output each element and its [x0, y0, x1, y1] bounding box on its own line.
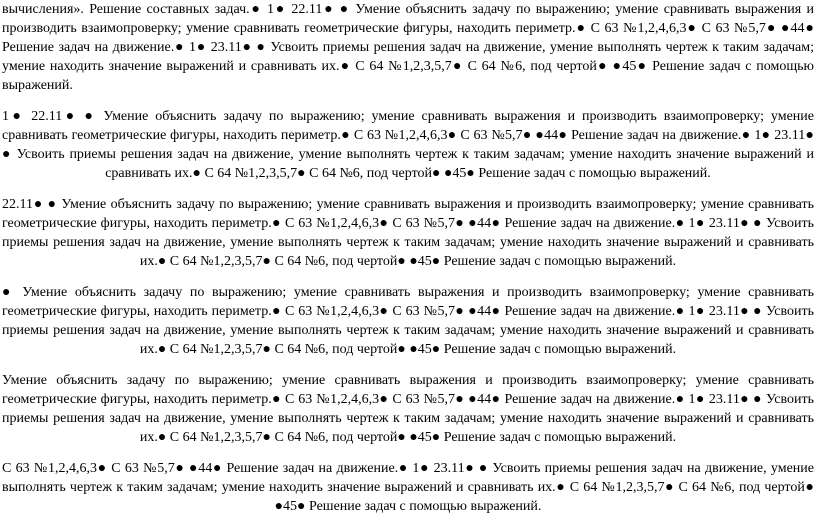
paragraph-text: С 63 №1,2,4,6,3● С 63 №5,7● ●44● Решение задач на движение.● 1● 23.11● ● Усвоить приемы решения задач на движение, умение выполнять чертеж к таким задачам; умение находить значение выражений и сравнивать их.● С 64 №1,2,3,5,7● С 64 №6, под чертой● ●45● Решение задач с помощью выражений. — [2, 461, 814, 514]
text-paragraph-3 — [2, 195, 814, 271]
text-paragraph-5 — [2, 371, 814, 447]
paragraph-text: 1● 22.11● ● Умение объяснить задачу по выражению; умение сравнивать выражения и производить взаимопроверку; умение сравнивать геометрические фигуры, находить периметр.● С 63 №1,2,4,6,3● С 63 №5,7● ●44● Решение задач на движение.● 1● 23.11● ● Усвоить приемы решения задач на движение, умение выполнять чертеж к таким задачам; умение находить значение выражений и сравнивать их.● С 64 №1,2,3,5,7● С 64 №6, под чертой● ●45● Решение задач с помощью выражений. — [2, 109, 814, 181]
paragraph-text: вычисления». Решение составных задач.● 1● 22.11● ● Умение объяснить задачу по выражению; умение сравнивать выражения и производить взаимопроверку; умение сравнивать геометрические фигуры, находить периметр.● С 63 №1,2,4,6,3● С 63 №5,7● ●44● Решение задач на движение.● 1● 23.11● ● Усвоить приемы решения задач на движение, умение выполнять чертеж к таким задачам; умение находить значение выражений и сравнивать их.● С 64 №1,2,3,5,7● С 64 №6, под чертой● ●45● Решение задач с помощью выражений. — [2, 2, 814, 93]
text-paragraph-6 — [2, 459, 814, 516]
paragraph-text: ● Умение объяснить задачу по выражению; умение сравнивать выражения и производить взаимопроверку; умение сравнивать геометрические фигуры, находить периметр.● С 63 №1,2,4,6,3● С 63 №5,7● ●44● Решение задач на движение.● 1● 23.11● ● Усвоить приемы решения задач на движение, умение выполнять чертеж к таким задачам; умение находить значение выражений и сравнивать их.● С 64 №1,2,3,5,7● С 64 №6, под чертой● ●45● Решение задач с помощью выражений. — [2, 285, 814, 357]
text-paragraph-2 — [2, 107, 814, 183]
document-body — [2, 0, 814, 528]
paragraph-text: 22.11● ● Умение объяснить задачу по выражению; умение сравнивать выражения и производить взаимопроверку; умение сравнивать геометрические фигуры, находить периметр.● С 63 №1,2,4,6,3● С 63 №5,7● ●44● Решение задач на движение.● 1● 23.11● ● Усвоить приемы решения задач на движение, умение выполнять чертеж к таким задачам; умение находить значение выражений и сравнивать их.● С 64 №1,2,3,5,7● С 64 №6, под чертой● ●45● Решение задач с помощью выражений. — [2, 197, 814, 269]
text-paragraph-1 — [2, 0, 814, 95]
text-paragraph-4 — [2, 283, 814, 359]
paragraph-text: Умение объяснить задачу по выражению; умение сравнивать выражения и производить взаимопроверку; умение сравнивать геометрические фигуры, находить периметр.● С 63 №1,2,4,6,3● С 63 №5,7● ●44● Решение задач на движение.● 1● 23.11● ● Усвоить приемы решения задач на движение, умение выполнять чертеж к таким задачам; умение находить значение выражений и сравнивать их.● С 64 №1,2,3,5,7● С 64 №6, под чертой● ●45● Решение задач с помощью выражений. — [2, 373, 814, 445]
